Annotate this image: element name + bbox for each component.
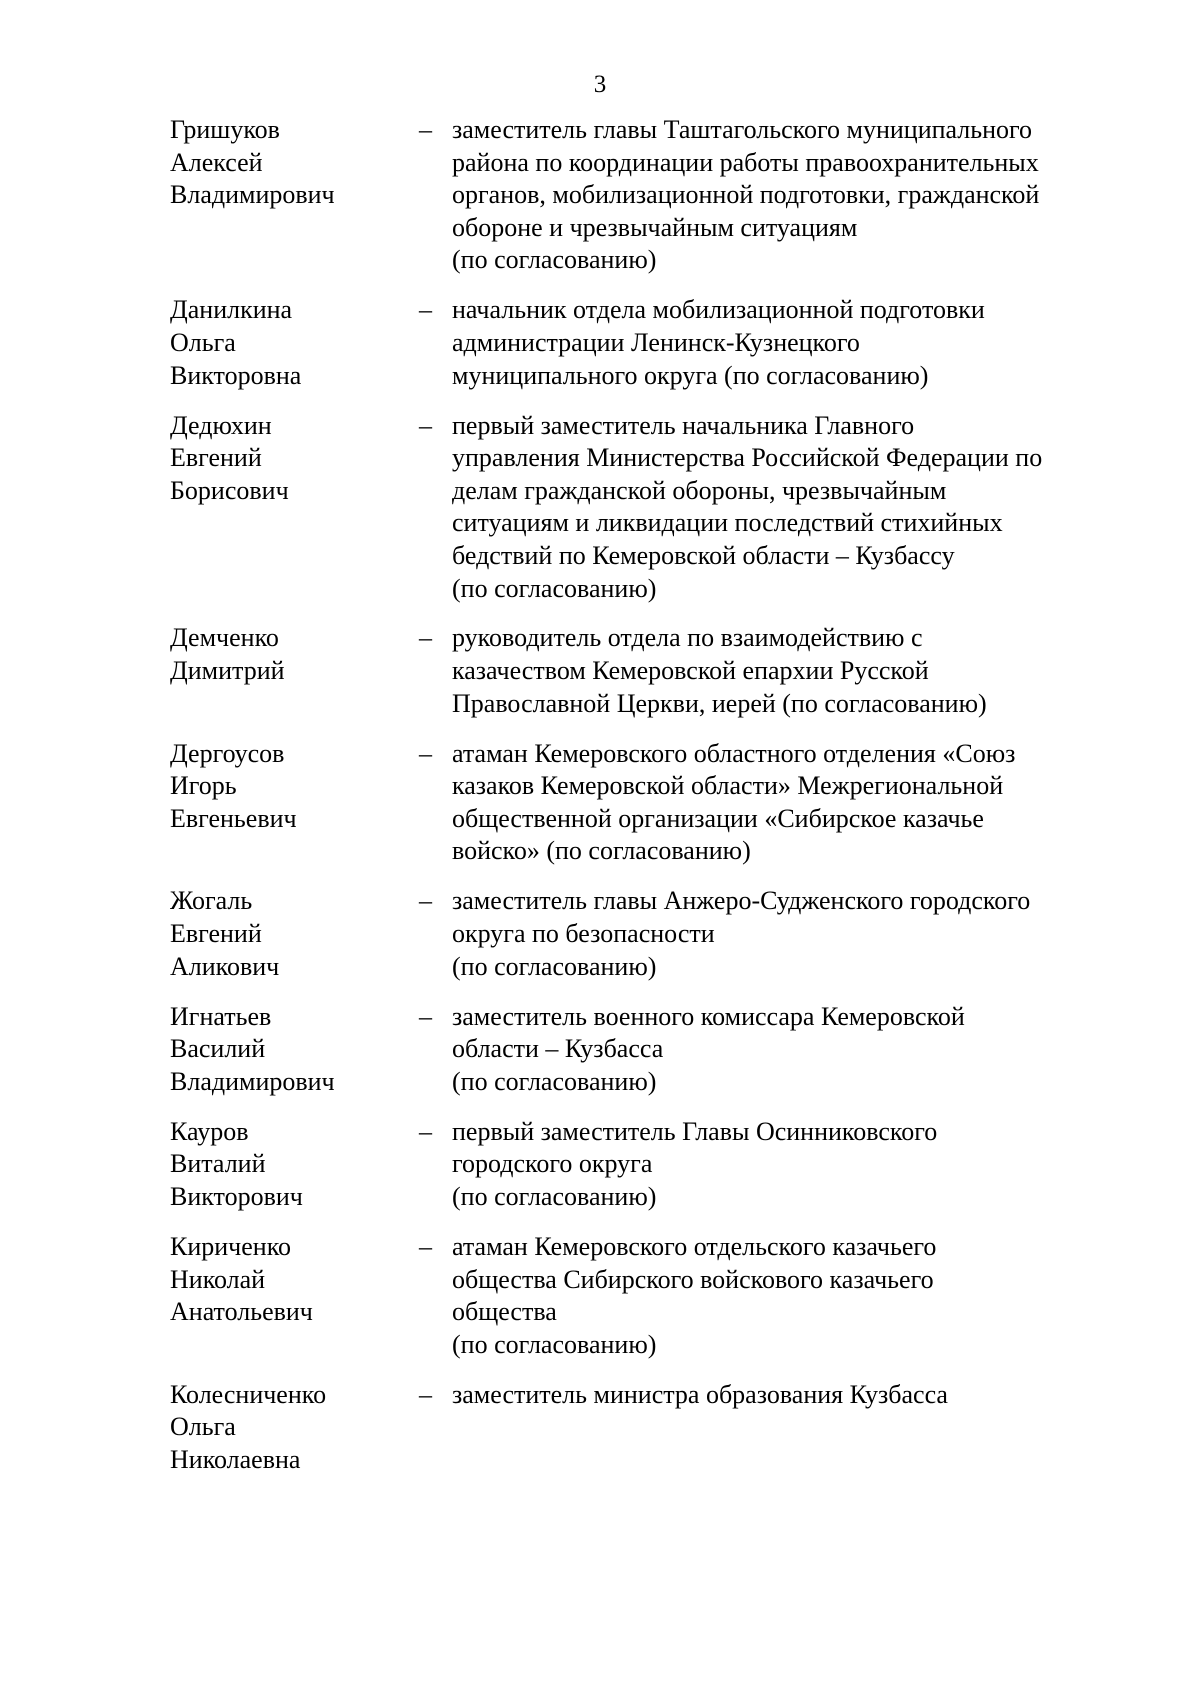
person-name-line: Димитрий: [170, 656, 285, 686]
position-description: [452, 885, 1110, 983]
position-description-line: казачеством Кемеровской епархии Русской: [452, 656, 929, 686]
position-description-line: (по согласованию): [452, 573, 657, 603]
position-description-line: бедствий по Кемеровской области – Кузбассу: [452, 540, 955, 570]
position-description-line: (по согласованию): [452, 1181, 657, 1211]
person-name-line: Ольга: [170, 327, 236, 357]
dash-separator: –: [419, 295, 432, 325]
position-description-line: органов, мобилизационной подготовки, гражданской: [452, 180, 1040, 210]
person-name: [170, 410, 419, 606]
position-description-line: войско» (по согласованию): [452, 836, 751, 866]
position-description-line: руководитель отдела по взаимодействию с: [452, 623, 923, 653]
person-name: [170, 1116, 419, 1214]
list-item: [170, 1116, 1110, 1214]
position-description-line: Православной Церкви, иерей (по согласованию): [452, 688, 987, 718]
person-name: [170, 1001, 419, 1099]
person-name: [170, 622, 419, 720]
position-description: [452, 1379, 1110, 1477]
person-name-line: Виталий: [170, 1149, 266, 1179]
person-name: [170, 114, 419, 277]
position-description-line: общественной организации «Сибирское казачье: [452, 803, 984, 833]
page-number: 3: [593, 71, 607, 98]
position-description: [452, 1116, 1110, 1214]
person-name: [170, 1231, 419, 1361]
person-name: [170, 294, 419, 392]
position-description-line: атаман Кемеровского областного отделения «Союз: [452, 738, 1016, 768]
list-item: [170, 114, 1110, 277]
person-name-line: Николай: [170, 1264, 266, 1294]
position-description-line: области – Кузбасса: [452, 1034, 664, 1064]
position-description-line: общества Сибирского войскового казачьего: [452, 1264, 934, 1294]
position-description-line: заместитель военного комиссара Кемеровской: [452, 1001, 965, 1031]
person-name-line: Ольга: [170, 1412, 236, 1442]
person-name-line: Кауров: [170, 1116, 249, 1146]
person-name-line: Евгеньевич: [170, 803, 297, 833]
position-description-line: (по согласованию): [452, 1329, 657, 1359]
list-item: [170, 1001, 1110, 1099]
position-description-line: района по координации работы правоохранительных: [452, 147, 1039, 177]
position-description: [452, 114, 1110, 277]
dash-separator: –: [419, 1116, 432, 1146]
list-item: [170, 738, 1110, 868]
person-name-line: Колесниченко: [170, 1379, 327, 1409]
position-description-line: первый заместитель начальника Главного: [452, 410, 915, 440]
person-name: [170, 885, 419, 983]
dash-separator: –: [419, 410, 432, 440]
position-description-line: атаман Кемеровского отдельского казачьего: [452, 1231, 937, 1261]
list-item: [170, 885, 1110, 983]
person-name-line: Игорь: [170, 771, 237, 801]
position-description-line: ситуациям и ликвидации последствий стихийных: [452, 508, 1003, 538]
list-item: [170, 1231, 1110, 1361]
person-name-line: Владимирович: [170, 1066, 335, 1096]
position-description: [452, 294, 1110, 392]
list-item: [170, 410, 1110, 606]
position-description-line: заместитель главы Анжеро-Судженского городского: [452, 886, 1031, 916]
person-name-line: Борисович: [170, 475, 289, 505]
position-description-line: заместитель главы Таштагольского муниципального: [452, 115, 1033, 144]
person-name-line: Данилкина: [170, 295, 293, 325]
person-name-line: Евгений: [170, 919, 262, 949]
dash-separator: –: [419, 738, 432, 768]
dash-separator: –: [419, 623, 432, 653]
list-item: [170, 622, 1110, 720]
position-description-line: делам гражданской обороны, чрезвычайным: [452, 475, 947, 505]
person-name-line: Анатольевич: [170, 1297, 313, 1327]
position-description-line: общества: [452, 1297, 557, 1327]
person-name-line: Викторович: [170, 1181, 303, 1211]
position-description-line: заместитель министра образования Кузбасса: [452, 1379, 948, 1409]
position-description-line: муниципального округа (по согласованию): [452, 360, 929, 390]
dash-separator: –: [419, 1379, 432, 1409]
position-description: [452, 1001, 1110, 1099]
person-name-line: Евгений: [170, 443, 262, 473]
person-name-line: Гришуков: [170, 115, 280, 144]
list-item: [170, 1379, 1110, 1477]
person-name-line: Владимирович: [170, 180, 335, 210]
person-name-line: Николаевна: [170, 1444, 301, 1474]
position-description-line: (по согласованию): [452, 951, 657, 981]
position-description-line: (по согласованию): [452, 1066, 657, 1096]
position-description-line: казаков Кемеровской области» Межрегиональной: [452, 771, 1004, 801]
position-description-line: начальник отдела мобилизационной подготовки: [452, 295, 985, 325]
list-item: [170, 294, 1110, 392]
person-name-line: Дедюхин: [170, 410, 272, 440]
person-name-line: Аликович: [170, 951, 280, 981]
person-name-line: Викторовна: [170, 360, 302, 390]
person-name-line: Алексей: [170, 147, 263, 177]
person-name-line: Демченко: [170, 623, 279, 653]
position-description-line: обороне и чрезвычайным ситуациям: [452, 212, 858, 242]
position-description: [452, 622, 1110, 720]
person-name: [170, 738, 419, 868]
dash-separator: –: [419, 1001, 432, 1031]
position-description: [452, 738, 1110, 868]
position-description-line: городского округа: [452, 1149, 653, 1179]
person-name-line: Дергоусов: [170, 738, 285, 768]
position-description-line: управления Министерства Российской Федерации по: [452, 443, 1043, 473]
person-name-line: Василий: [170, 1034, 266, 1064]
position-description: [452, 1231, 1110, 1361]
position-description-line: округа по безопасности: [452, 919, 715, 949]
person-name: [170, 1379, 419, 1477]
position-description-line: администрации Ленинск-Кузнецкого: [452, 327, 860, 357]
person-name-line: Кириченко: [170, 1231, 292, 1261]
person-name-line: Жогаль: [170, 886, 253, 916]
person-name-line: Игнатьев: [170, 1001, 272, 1031]
position-description: [452, 410, 1110, 606]
dash-separator: –: [419, 1231, 432, 1261]
dash-separator: –: [419, 886, 432, 916]
position-description-line: первый заместитель Главы Осинниковского: [452, 1116, 938, 1146]
member-list: [170, 114, 1110, 1494]
position-description-line: (по согласованию): [452, 245, 657, 275]
dash-separator: –: [419, 115, 432, 144]
